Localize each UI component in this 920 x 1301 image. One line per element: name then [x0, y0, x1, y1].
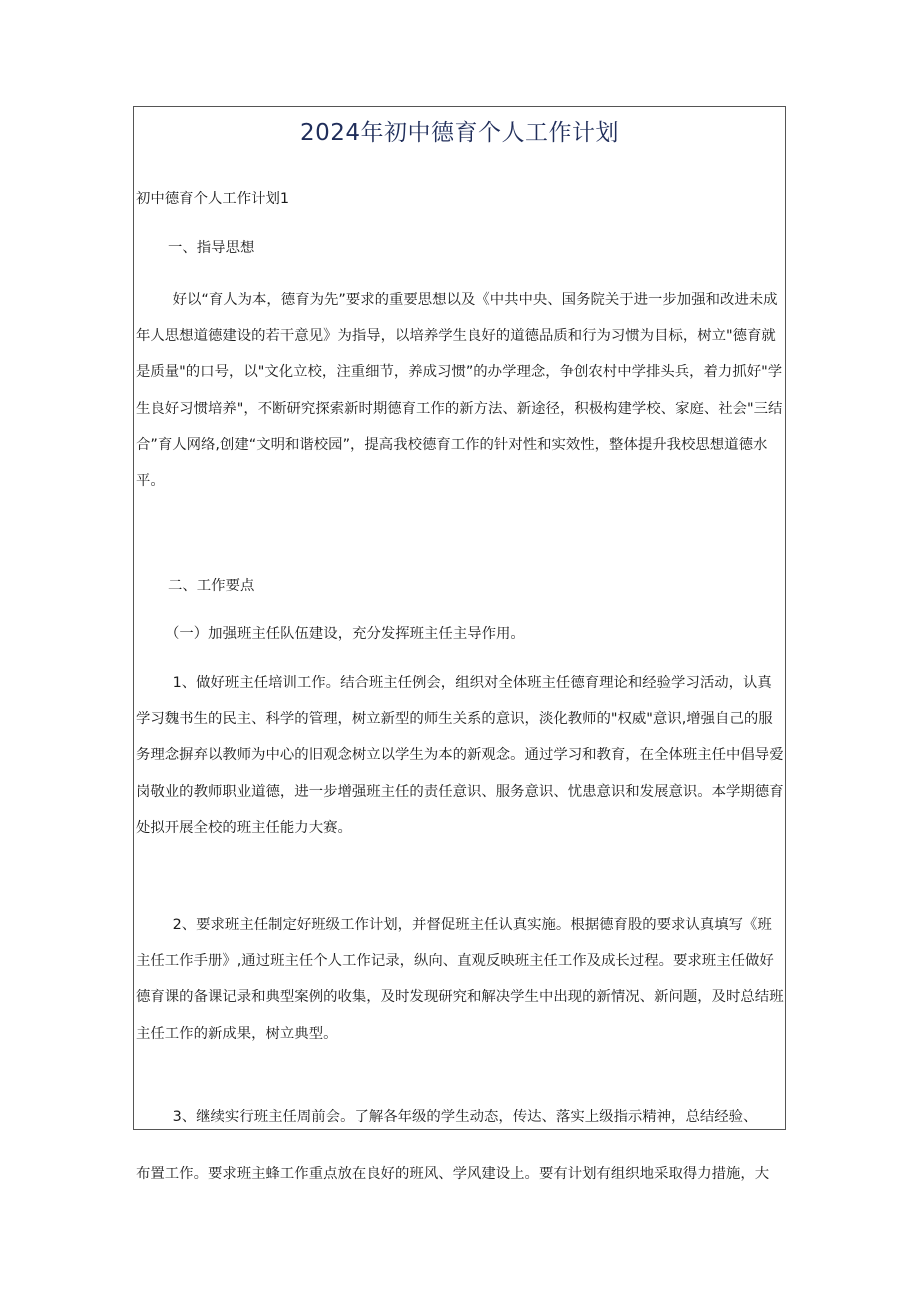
section-heading-guiding: 一、指导思想	[168, 240, 255, 256]
paragraph-item-1: 1、做好班主任培训工作。结合班主任例会，组织对全体班主任德育理论和经验学习活动，认真学习魏书生的民主、科学的管理，树立新型的师生关系的意识，淡化教师的"权威"意识,增强自己的服务理念摒弃以教师为中心的旧观念树立以学生为本的新观念。通过学习和教育，在全体班主任中倡导爱岗敬业的教师职业道德，进一步增强班主任的责任意识、服务意识、忧患意识和发展意识。本学期德育处拟开展全校的班主任能力大赛。	[136, 675, 784, 836]
plan-subtitle: 初中德育个人工作计划1	[136, 191, 290, 207]
paragraph-item-3-continued: 布置工作。要求班主蜂工作重点放在良好的班风、学风建设上。要有计划有组织地采取得力措施，大	[136, 1166, 770, 1182]
paragraph-item-2: 2、要求班主任制定好班级工作计划，并督促班主任认真实施。根据德育股的要求认真填写《班主任工作手册》,通过班主任个人工作记录，纵向、直观反映班主任工作及成长过程。要求班主任做好德育课的备课记录和典型案例的收集，及时发现研究和解决学生中出现的新情况、新问题，及时总结班主任工作的新成果，树立典型。	[136, 917, 784, 1042]
subsection-heading-1: （一）加强班主任队伍建设，充分发挥班主任主导作用。	[165, 626, 525, 642]
paragraph-guiding-thought: 好以“育人为本，德育为先”要求的重要思想以及《中共中央、国务院关于进一步加强和改进未成年人思想道德建设的若干意见》为指导，以培养学生良好的道德品质和行为习惯为目标，树立"德育就是质量"的口号，以"文化立校，注重细节，养成习惯”的办学理念，争创农村中学排头兵，着力抓好"学生良好习惯培养"，不断研究探索新时期德育工作的新方法、新途径，积极构建学校、家庭、社会"三结合”育人网络,创建“文明和谐校园”，提高我校德育工作的针对性和实效性，整体提升我校思想道德水平。	[136, 292, 783, 490]
section-heading-key-points: 二、工作要点	[168, 578, 255, 594]
document-title: 2024年初中德育个人工作计划	[299, 120, 620, 146]
paragraph-item-3: 3、继续实行班主任周前会。了解各年级的学生动态，传达、落实上级指示精神，总结经验、	[136, 1109, 758, 1125]
